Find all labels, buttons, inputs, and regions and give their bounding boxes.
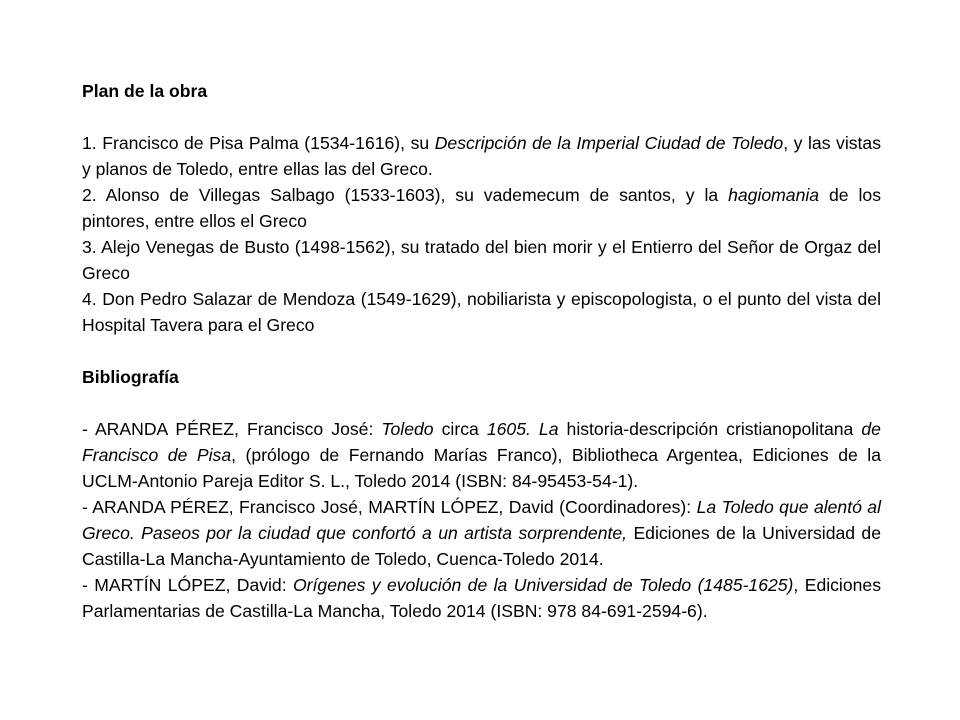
italic-title-text: Orígenes y evolución de la Universidad de Toledo (1485-1625) [293, 575, 794, 595]
bibliography-entry [82, 572, 881, 624]
bibliography-entry [82, 494, 881, 572]
plan-item [82, 130, 881, 182]
body-text: 1. Francisco de Pisa Palma (1534-1616), su [82, 133, 435, 153]
italic-title-text: 1605. La [486, 419, 559, 439]
body-text: Ediciones de la Universidad de Castilla-La Mancha-Ayuntamiento de Toledo, Cuenca-Toledo 2014. [82, 523, 882, 569]
plan-item [82, 182, 881, 234]
italic-title-text: Toledo [381, 419, 434, 439]
body-text: 2. Alonso de Villegas Salbago (1533-1603), su vademecum de santos, y la [82, 185, 729, 205]
body-text: - ARANDA PÉREZ, Francisco José: [82, 419, 382, 439]
body-text: , (prólogo de Fernando Marías Franco), Bibliotheca Argentea, Ediciones de la UCLM-Antonio Pareja Editor S. L., Toledo 2014 (ISBN: 84-95453-54-1). [82, 445, 881, 491]
body-text: - MARTÍN LÓPEZ, David: [82, 575, 293, 595]
plan-heading: Plan de la obra [82, 81, 208, 101]
bibliography-section [82, 364, 881, 624]
body-text: circa [433, 419, 487, 439]
body-text: 4. Don Pedro Salazar de Mendoza (1549-1629), nobiliarista y episcopologista, o el punto del vista del Hospital Tavera para el Greco [82, 289, 881, 335]
document-body [82, 78, 881, 624]
body-text: , y las vistas y planos de Toledo, entre ellas las del Greco. [82, 133, 882, 179]
italic-title-text: de Francisco de Pisa [82, 419, 881, 465]
plan-section [82, 78, 881, 338]
body-text: historia-descripción cristianopolitana [558, 419, 862, 439]
italic-title-text: Descripción de la Imperial Ciudad de Toledo [434, 133, 784, 153]
body-text: - ARANDA PÉREZ, Francisco José, MARTÍN LÓPEZ, David (Coordinadores): [82, 497, 697, 517]
spacer [82, 338, 881, 364]
bibliography-entry [82, 416, 881, 494]
body-text: , Ediciones Parlamentarias de Castilla-La Mancha, Toledo 2014 (ISBN: 978 84-691-2594-6). [82, 575, 881, 621]
italic-title-text: hagiomania [728, 185, 820, 205]
italic-title-text: La Toledo que alentó al Greco. Paseos por la ciudad que confortó a un artista sorprendente, [82, 497, 881, 543]
spacer [82, 104, 881, 130]
plan-item [82, 286, 881, 338]
plan-list [82, 130, 881, 338]
body-text: 3. Alejo Venegas de Busto (1498-1562), su tratado del bien morir y el Entierro del Señor de Orgaz del Greco [82, 237, 881, 283]
plan-item [82, 234, 881, 286]
bibliography-heading: Bibliografía [82, 367, 179, 387]
spacer [82, 390, 881, 416]
bibliography-list [82, 416, 881, 624]
body-text: de los pintores, entre ellos el Greco [82, 185, 881, 231]
